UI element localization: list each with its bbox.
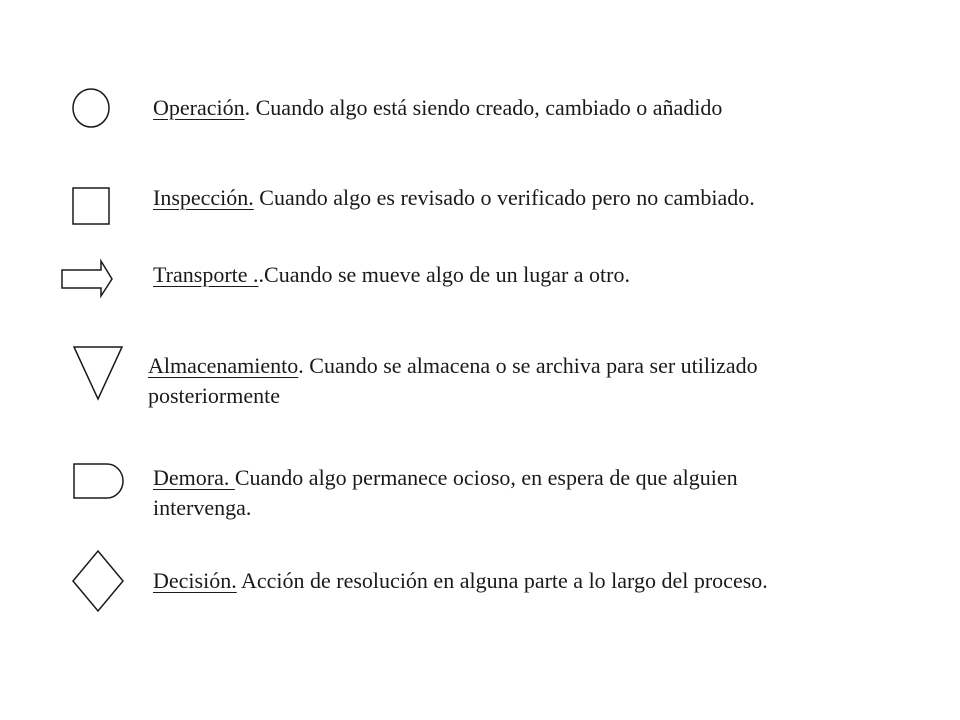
legend-description: Acción de resolución en alguna parte a lo largo del proceso. — [236, 568, 768, 593]
legend-description-continued: intervenga. — [153, 495, 252, 520]
legend-item-almacenamiento — [148, 351, 758, 411]
square-icon — [72, 187, 110, 225]
legend-description: . Cuando se almacena o se archiva para ser utilizado — [298, 353, 758, 378]
inverted-triangle-icon — [73, 346, 123, 400]
diamond-icon — [72, 550, 124, 612]
d-shape-icon — [73, 463, 125, 499]
legend-term: Transporte . — [153, 262, 259, 287]
legend-term: Almacenamiento — [148, 353, 299, 378]
legend-item-demora — [153, 463, 738, 523]
legend-item-decision — [153, 566, 768, 596]
legend-item-operacion — [153, 93, 722, 123]
legend-description: . Cuando algo está siendo creado, cambiado o añadido — [244, 95, 723, 120]
circle-icon — [72, 88, 112, 128]
legend-description: .Cuando se mueve algo de un lugar a otro. — [258, 262, 630, 287]
legend-term: Operación — [153, 95, 245, 120]
legend-term: Inspección. — [153, 185, 254, 210]
legend-item-transporte — [153, 260, 630, 290]
legend-description-continued: posteriormente — [148, 383, 280, 408]
legend-term: Decisión. — [153, 568, 237, 593]
legend-item-inspeccion — [153, 183, 755, 213]
arrow-icon — [61, 260, 113, 298]
legend-description: Cuando algo permanece ocioso, en espera de que alguien — [234, 465, 738, 490]
legend-term: Demora. — [153, 465, 235, 490]
legend-description: Cuando algo es revisado o verificado pero no cambiado. — [253, 185, 755, 210]
